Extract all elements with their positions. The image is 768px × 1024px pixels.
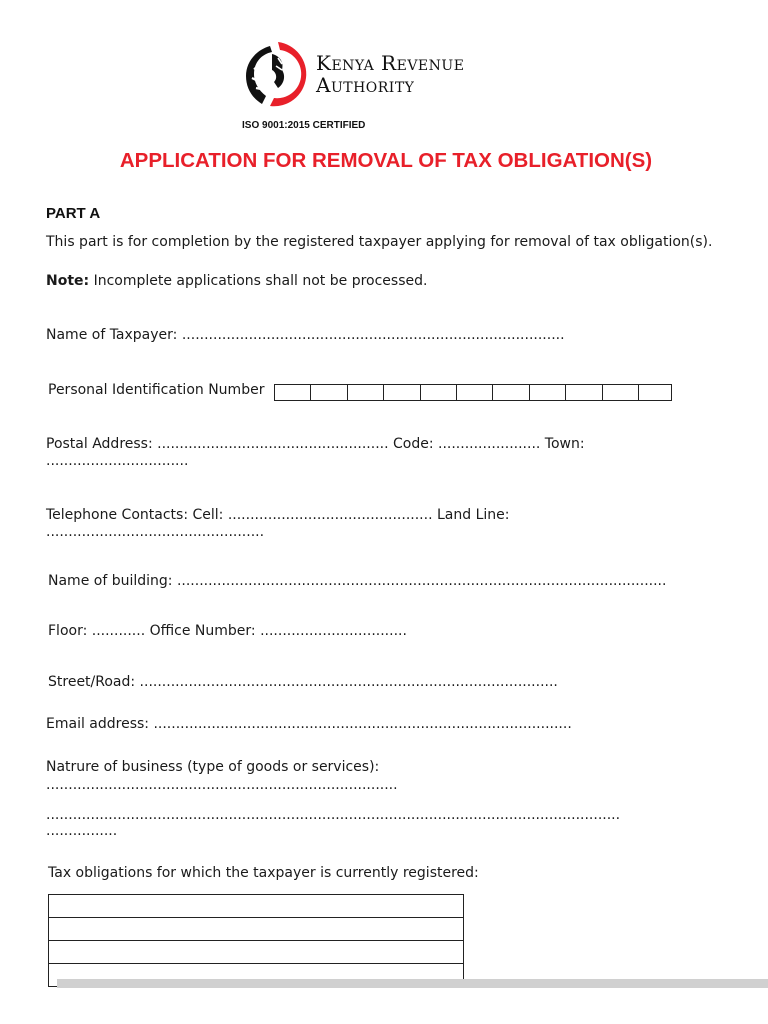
part-a-intro: This part is for completion by the registered taxpayer applying for removal of tax obligation(s). xyxy=(46,234,713,250)
note-line xyxy=(46,273,427,290)
pin-digit-box[interactable] xyxy=(421,385,457,400)
table-row xyxy=(49,918,464,941)
nature-of-business-line3[interactable]: ................ xyxy=(46,823,118,839)
note-text: Incomplete applications shall not be processed. xyxy=(89,273,428,289)
street-road-field[interactable]: Street/Road: .............................................................................................. xyxy=(48,674,558,690)
pin-digit-box[interactable] xyxy=(493,385,529,400)
pin-digit-box[interactable] xyxy=(603,385,639,400)
floor-office-field[interactable]: Floor: ............ Office Number: ................................. xyxy=(48,623,407,639)
obligation-cell[interactable] xyxy=(49,895,464,918)
table-row xyxy=(49,895,464,918)
obligation-cell[interactable] xyxy=(49,918,464,941)
kra-logo xyxy=(240,40,540,110)
org-name-line1: Kenya Revenue xyxy=(316,51,465,75)
postal-address-field[interactable]: Postal Address: .................................................... Code: ....................... Town: ................................ xyxy=(46,436,585,469)
horizontal-scrollbar[interactable] xyxy=(57,979,768,988)
pin-digit-box[interactable] xyxy=(457,385,493,400)
telephone-contacts-field[interactable]: Telephone Contacts: Cell: .............................................. Land Line: ................................................. xyxy=(46,507,510,540)
org-name-line2: Authority xyxy=(316,73,415,97)
obligation-cell[interactable] xyxy=(49,941,464,964)
pin-digit-box[interactable] xyxy=(530,385,566,400)
pin-label: Personal Identification Number xyxy=(48,382,265,398)
building-name-field[interactable]: Name of building: .............................................................................................................. xyxy=(48,573,667,589)
nature-of-business-line2[interactable]: ................................................................................................................................. xyxy=(46,807,621,823)
pin-digit-box[interactable] xyxy=(639,385,671,400)
part-a-heading: PART A xyxy=(46,205,101,222)
note-label: Note: xyxy=(46,273,90,289)
nature-of-business-label: Natrure of business (type of goods or services): xyxy=(46,759,380,775)
pin-digit-box[interactable] xyxy=(384,385,420,400)
org-name xyxy=(316,52,464,96)
table-row xyxy=(49,941,464,964)
tax-obligations-table xyxy=(48,894,464,987)
iso-certification: ISO 9001:2015 CERTIFIED xyxy=(242,120,366,131)
tax-obligations-label: Tax obligations for which the taxpayer is currently registered: xyxy=(48,865,479,881)
taxpayer-name-field[interactable]: Name of Taxpayer: ...................................................................................... xyxy=(46,327,565,343)
pin-digit-box[interactable] xyxy=(275,385,311,400)
pin-input-boxes[interactable] xyxy=(274,384,672,401)
pin-digit-box[interactable] xyxy=(566,385,602,400)
nature-of-business-line1[interactable]: ............................................................................... xyxy=(46,777,398,793)
email-address-field[interactable]: Email address: .............................................................................................. xyxy=(46,716,572,732)
document-title: APPLICATION FOR REMOVAL OF TAX OBLIGATION(S) xyxy=(119,149,653,172)
lion-head-logo-icon xyxy=(240,40,310,110)
pin-digit-box[interactable] xyxy=(348,385,384,400)
pin-digit-box[interactable] xyxy=(311,385,347,400)
